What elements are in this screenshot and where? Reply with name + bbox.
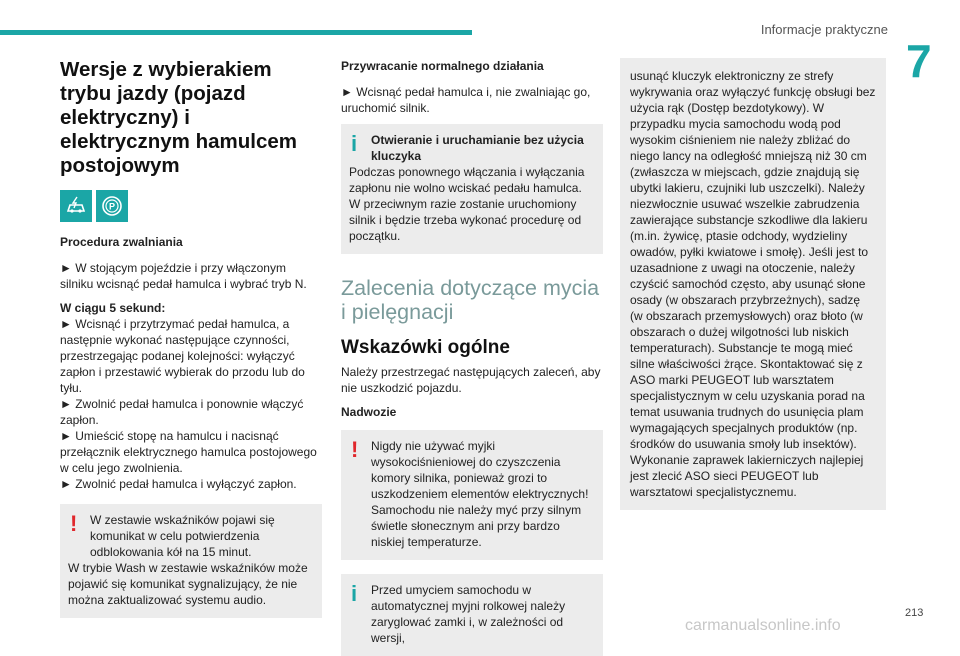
info-icon: i [351, 581, 358, 606]
restore-heading: Przywracanie normalnego działania [341, 59, 544, 73]
step-5: ► Zwolnić pedał hamulca i wyłączyć zapłon. [60, 477, 297, 491]
warning-icon: ! [70, 511, 78, 536]
restore-step: ► Wcisnąć pedał hamulca i, nie zwalniając go, uruchomić silnik. [341, 85, 591, 115]
warning-note-1 [60, 504, 322, 618]
electric-car-icon [60, 190, 92, 222]
step-4: ► Umieścić stopę na hamulcu i nacisnąć przełącznik elektrycznego hamulca postojowego w celu jego zwolnienia. [60, 429, 317, 475]
info-note-1 [341, 124, 603, 254]
procedure-heading: Procedura zwalniania [60, 235, 183, 249]
column-2 [341, 58, 603, 656]
warning-note-2 [341, 430, 603, 560]
info-text: Podczas ponownego włączania i wyłączania zapłonu nie wolno wciskać pedału hamulca. W przeciwnym razie zostanie uruchomiony silnik i będzie trzeba wykonać procedurę od początku. [349, 165, 585, 243]
warning-text-1: W zestawie wskaźników pojawi się komunikat w celu potwierdzenia odblokowania kół na 15 minut. [90, 513, 275, 559]
column-1 [60, 58, 322, 618]
info-title: Otwieranie i uruchamianie bez użycia kluczyka [371, 133, 584, 163]
body-heading: Nadwozie [341, 405, 397, 419]
care-title: Zalecenia dotyczące mycia i pielęgnacji [341, 276, 600, 324]
step-1: ► W stojącym pojeździe i przy włączonym silniku wcisnąć pedał hamulca i wybrać tryb N. [60, 261, 307, 291]
parking-brake-icon [96, 190, 128, 222]
icon-row [60, 190, 322, 222]
watermark: carmanualsonline.info [685, 617, 841, 634]
section-title: Wersje z wybierakiem trybu jazdy (pojazd elektryczny) i elektrycznym hamulcem postojowym [60, 58, 298, 177]
info-text-2: Przed umyciem samochodu w automatycznej myjni rolkowej należy zaryglować zamki i, w zależności od wersji, [371, 583, 566, 645]
within-5-seconds: W ciągu 5 sekund: [60, 301, 166, 315]
info-note-2 [341, 574, 603, 656]
chapter-number: 7 [906, 35, 932, 87]
continued-text: usunąć kluczyk elektroniczny ze strefy wykrywania oraz wyłączyć funkcję obsługi bez użycia rąk (Dostęp bezdotykowy). W przypadku mycia samochodu wodą pod wysokim ciśnieniem nie należy zbliżać do niego lancy na odległość mniejszą niż 30 cm (zwłaszcza w miejscach, gdzie znajdują się ubytki lakieru, czujniki lub uszczelki). Należy niezwłocznie usuwać wszelkie zabrudzenia zawierające substancje szkodliwe dla lakieru (m.in. żywicę, ptasie odchody, wydzieliny owadów, pyłki kwiatowe i smołę). Jeśli jest to uzasadnione z uwagi na otoczenie, należy czyścić samochód często, aby usunąć słone osady (w obszarach przybrzeżnych), sadzę (w obszarach przemysłowych) oraz błoto (w obszarach o dużej wilgotności lub niskich temperaturach). Substancje te mogą mieć silne właściwości żrące. Skontaktować się z ASO marki PEUGEOT lub warsztatem specjalistycznym w celu uzyskania porad na temat usuwania trudnych do usunięcia plam wymagających specjalnych produktów (np. środków do usuwania smoły lub insektów). Wykonanie zaprawek lakierniczych najlepiej jest zlecić ASO sieci PEUGEOT lub warsztatowi specjalistycznemu. [630, 69, 876, 499]
info-note-continued [620, 58, 886, 510]
warning-icon: ! [351, 437, 359, 462]
warning-text-3: Nigdy nie używać myjki wysokociśnieniowej do czyszczenia komory silnika, ponieważ grozi to uszkodzeniem elementów elektrycznych! Samochodu nie należy myć przy silnym świetle słonecznym ani przy bardzo niskiej temperaturze. [371, 439, 589, 549]
step-3: ► Zwolnić pedał hamulca i ponownie włączyć zapłon. [60, 397, 304, 427]
step-2: ► Wcisnąć i przytrzymać pedał hamulca, a następnie wykonać następujące czynności, przestrzegając podanej kolejności: wyłączyć zapłon i przestawić wybierak do przodu lub do tyłu. [60, 317, 305, 395]
page-number: 213 [905, 607, 924, 619]
warning-text-2: W trybie Wash w zestawie wskaźników może pojawić się komunikat sygnalizujący, że nie można zaktualizować systemu audio. [68, 561, 308, 607]
section-header: Informacje praktyczne [760, 22, 888, 37]
column-3 [620, 58, 886, 510]
general-tips-title: Wskazówki ogólne [341, 337, 510, 358]
intro-text: Należy przestrzegać następujących zaleceń, aby nie uszkodzić pojazdu. [341, 365, 601, 395]
info-icon: i [351, 131, 358, 156]
svg-text:P: P [108, 201, 116, 212]
top-accent-bar [0, 30, 472, 35]
